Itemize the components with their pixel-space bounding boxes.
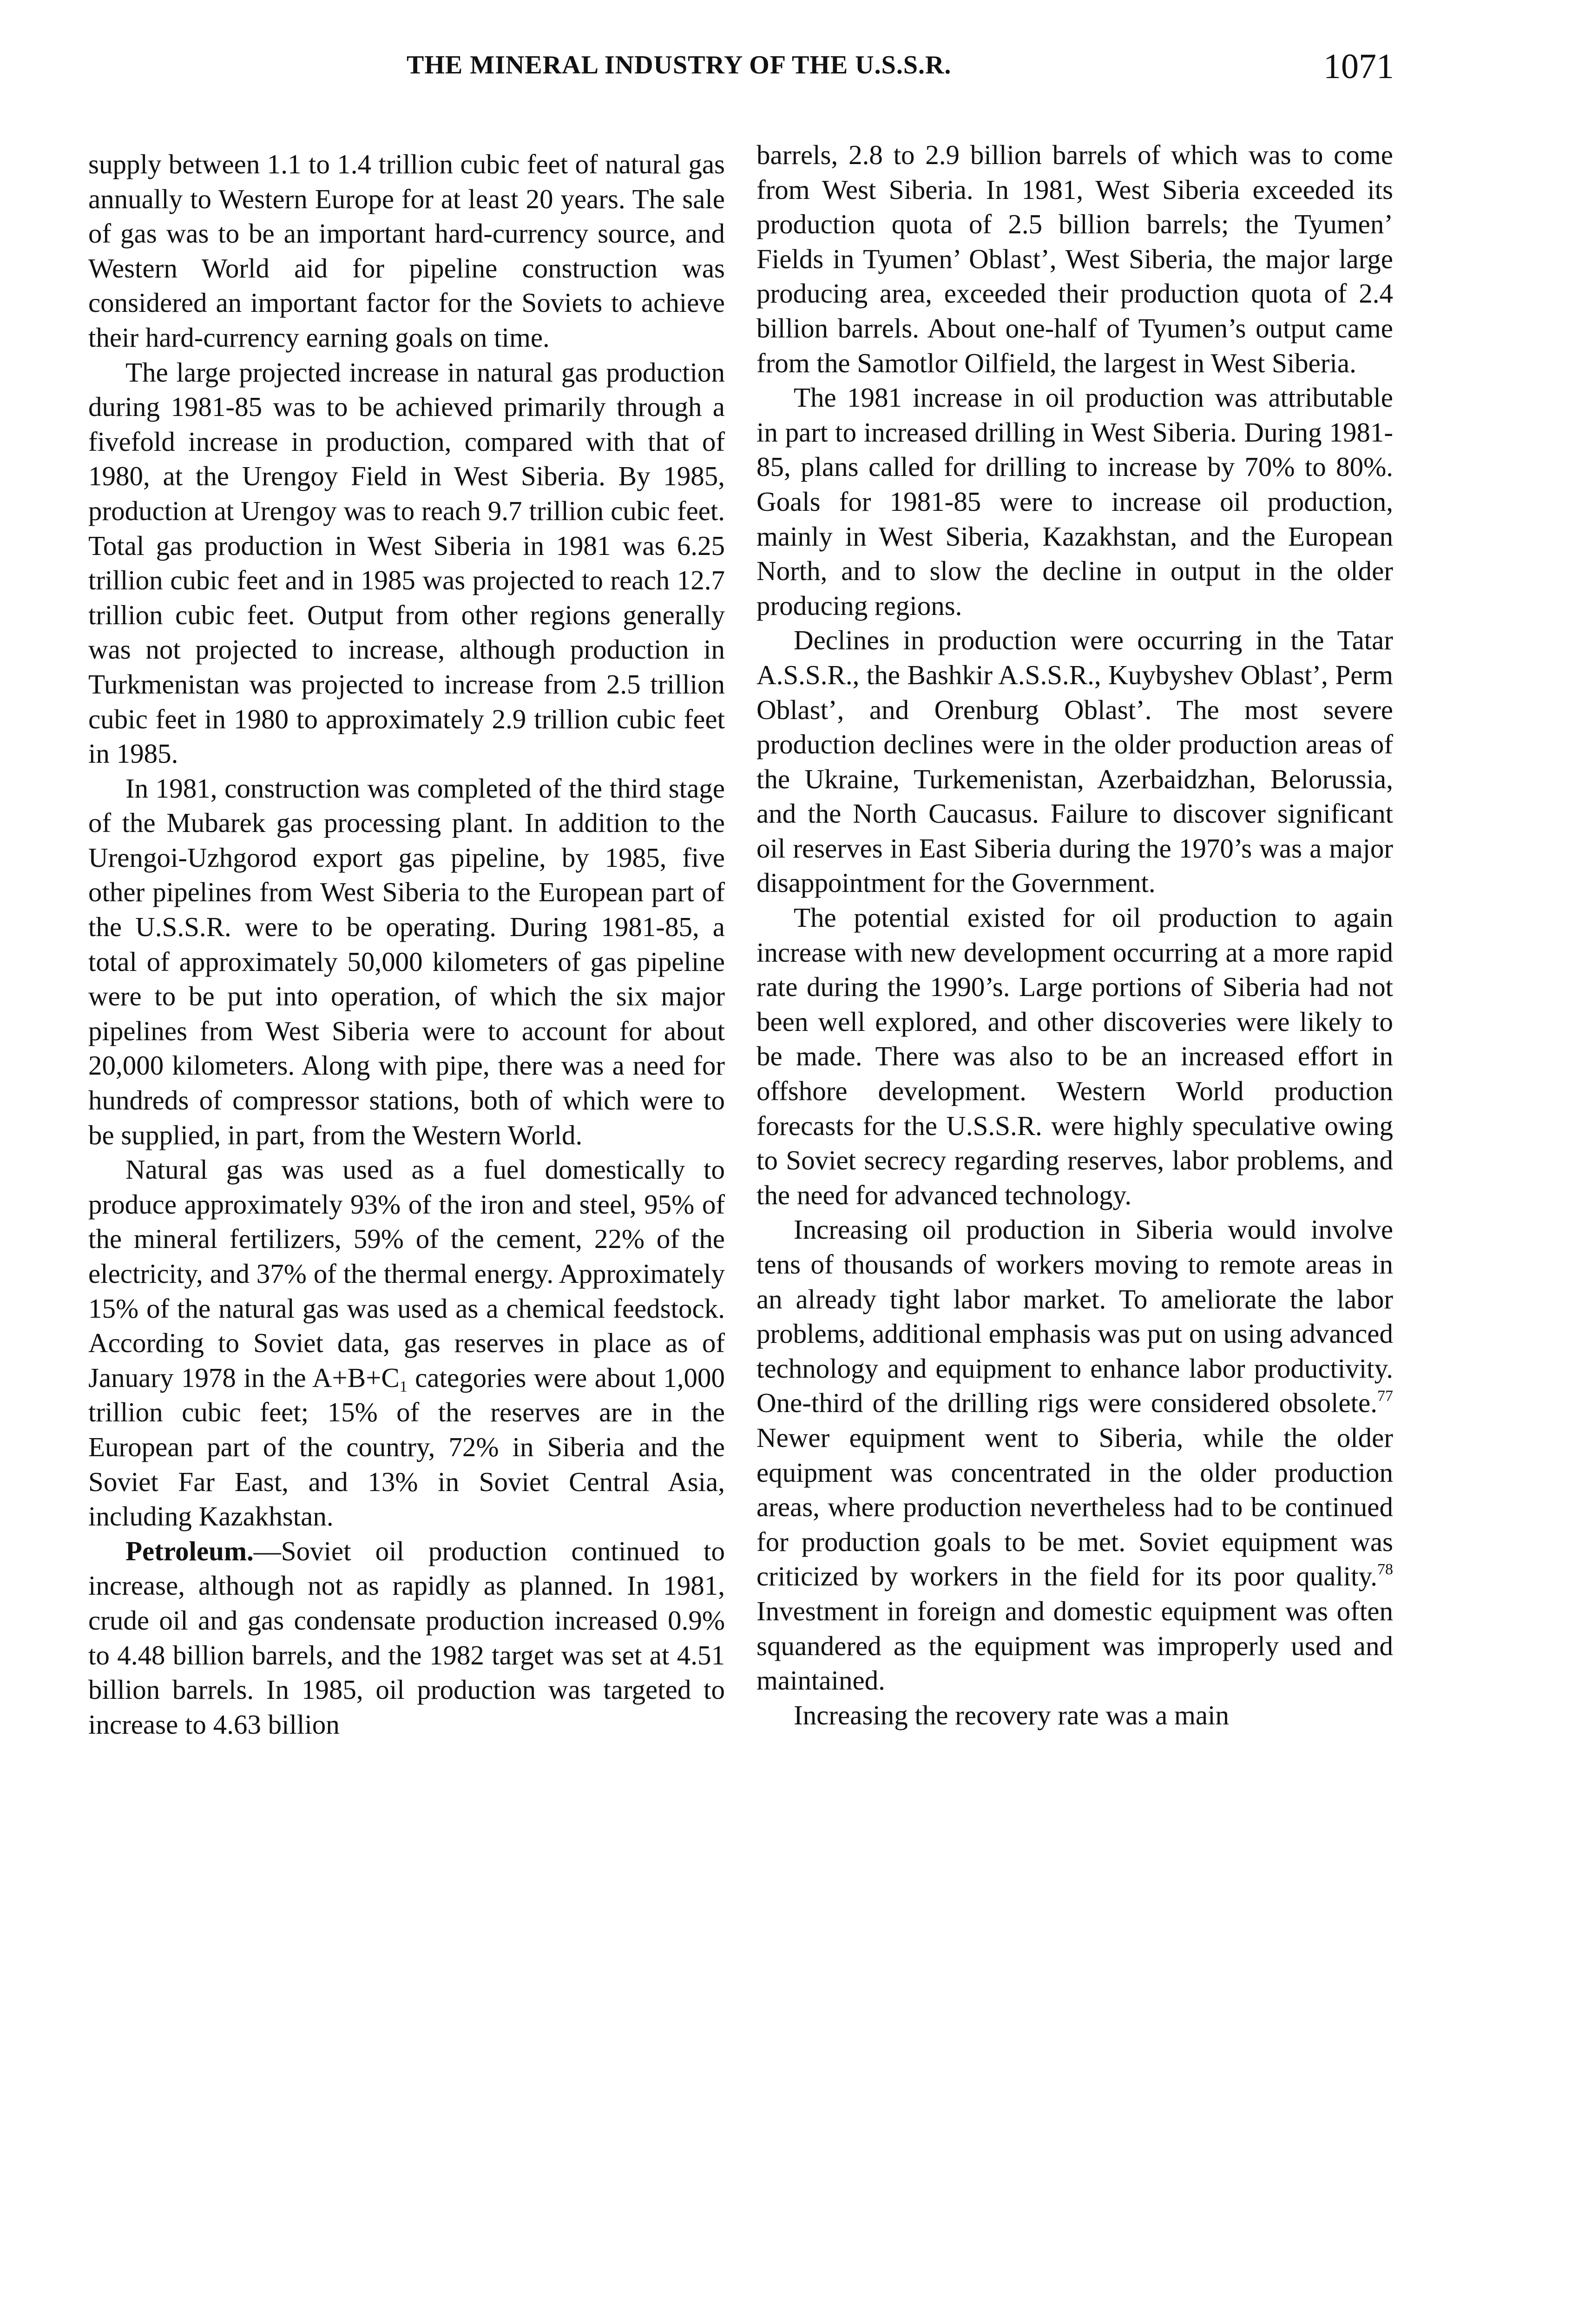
text-run: —Soviet oil production continued to increase, although not as rapidly as planned. In 1981, crude oil and gas condensate production increased 0.9% to 4.48 billion barrels, and the 1982 target was set at 4.51 billion barrels. In 1985, oil production was targeted to increase to 4.63 billion	[88, 1535, 725, 1740]
paragraph: In 1981, construction was completed of the third stage of the Mubarek gas processing plant. In addition to the Urengoi-Uzhgorod export gas pipeline, by 1985, five other pipelines from West Siberia to the European part of the U.S.S.R. were to be operating. During 1981-85, a total of approximately 50,000 kilometers of gas pipeline were to be put into operation, of which the six major pipelines from West Siberia were to account for about 20,000 kilometers. Along with pipe, there was a need for hundreds of compressor stations, both of which were to be supplied, in part, from the Western World.	[88, 772, 725, 1150]
footnote-ref: 77	[1377, 1387, 1393, 1405]
paragraph	[88, 1152, 725, 1534]
page-number: 1071	[1323, 47, 1394, 86]
paragraph	[756, 1212, 1393, 1697]
paragraph: supply between 1.1 to 1.4 trillion cubic feet of natural gas annually to Western Europe for at least 20 years. The sale of gas was to be an important hard-currency source, and Western World aid for pipeline construction was considered an important factor for the Soviets to achieve their hard-currency earning goals on time.	[88, 149, 725, 353]
paragraph	[88, 1534, 725, 1742]
footnote-ref: 78	[1377, 1561, 1393, 1578]
text-run: categories were about 1,000 trillion cubic feet; 15% of the reserves are in the European part of the country, 72% in Siberia and the Soviet Far East, and 13% in Soviet Central Asia, including Kazakhstan.	[88, 1362, 725, 1532]
paragraph: Increasing the recovery rate was a main	[794, 1699, 1229, 1730]
section-heading: Petroleum.	[125, 1535, 254, 1566]
left-column	[88, 147, 725, 1742]
text-run: Newer equipment went to Siberia, while the older equipment was concentrated in the older production areas, where production nevertheless had to be continued for production goals to be met. Soviet equipment was criticized by workers in the field for its poor quality.	[756, 1422, 1393, 1592]
paragraph: The potential existed for oil production to again increase with new development occurring at a more rapid rate during the 1990’s. Large portions of Siberia had not been well explored, and other discoveries were likely to be made. There was also to be an increased effort in offshore development. Western World production forecasts for the U.S.S.R. were highly speculative owing to Soviet secrecy regarding reserves, labor problems, and the need for advanced technology.	[756, 902, 1393, 1210]
running-title: THE MINERAL INDUSTRY OF THE U.S.S.R.	[407, 51, 952, 79]
paragraph: Declines in production were occurring in the Tatar A.S.S.R., the Bashkir A.S.S.R., Kuybyshev Oblast’, Perm Oblast’, and Orenburg Oblast’. The most severe production declines were in the older production areas of the Ukraine, Turkemenistan, Azerbaidzhan, Belorussia, and the North Caucasus. Failure to discover significant oil reserves in East Siberia during the 1970’s was a major disappointment for the Government.	[756, 625, 1393, 898]
paragraph: The 1981 increase in oil production was attributable in part to increased drilling in West Siberia. During 1981-85, plans called for drilling to increase by 70% to 80%. Goals for 1981-85 were to increase oil production, mainly in West Siberia, Kazakhstan, and the European North, and to slow the decline in output in the older producing regions.	[756, 382, 1393, 621]
paragraph: The large projected increase in natural gas production during 1981-85 was to be achieved primarily through a fivefold increase in production, compared with that of 1980, at the Urengoy Field in West Siberia. By 1985, production at Urengoy was to reach 9.7 trillion cubic feet. Total gas production in West Siberia in 1981 was 6.25 trillion cubic feet and in 1985 was projected to reach 12.7 trillion cubic feet. Output from other regions generally was not projected to increase, although production in Turkmenistan was projected to increase from 2.5 trillion cubic feet in 1980 to approximately 2.9 trillion cubic feet in 1985.	[88, 357, 725, 769]
subscript: 1	[399, 1378, 408, 1395]
right-column	[756, 138, 1393, 1732]
text-run: Natural gas was used as a fuel domestically to produce approximately 93% of the iron and steel, 95% of the mineral fertilizers, 59% of the cement, 22% of the electricity, and 37% of the thermal energy. Approximately 15% of the natural gas was used as a chemical feedstock. According to Soviet data, gas reserves in place as of January 1978 in the A+B+C	[88, 1154, 725, 1393]
text-run: Increasing oil production in Siberia would involve tens of thousands of workers moving to remote areas in an already tight labor market. To ameliorate the labor problems, additional emphasis was put on using advanced technology and equipment to enhance labor productivity. One-third of the drilling rigs were considered obsolete.	[756, 1214, 1393, 1419]
running-head	[93, 47, 1394, 92]
paragraph: barrels, 2.8 to 2.9 billion barrels of which was to come from West Siberia. In 1981, West Siberia exceeded its production quota of 2.5 billion barrels; the Tyumen’ Fields in Tyumen’ Oblast’, West Siberia, the major large producing area, exceeded their production quota of 2.4 billion barrels. About one-half of Tyumen’s output came from the Samotlor Oilfield, the largest in West Siberia.	[756, 139, 1393, 378]
text-run: Investment in foreign and domestic equipment was often squandered as the equipment was improperly used and maintained.	[756, 1595, 1393, 1696]
